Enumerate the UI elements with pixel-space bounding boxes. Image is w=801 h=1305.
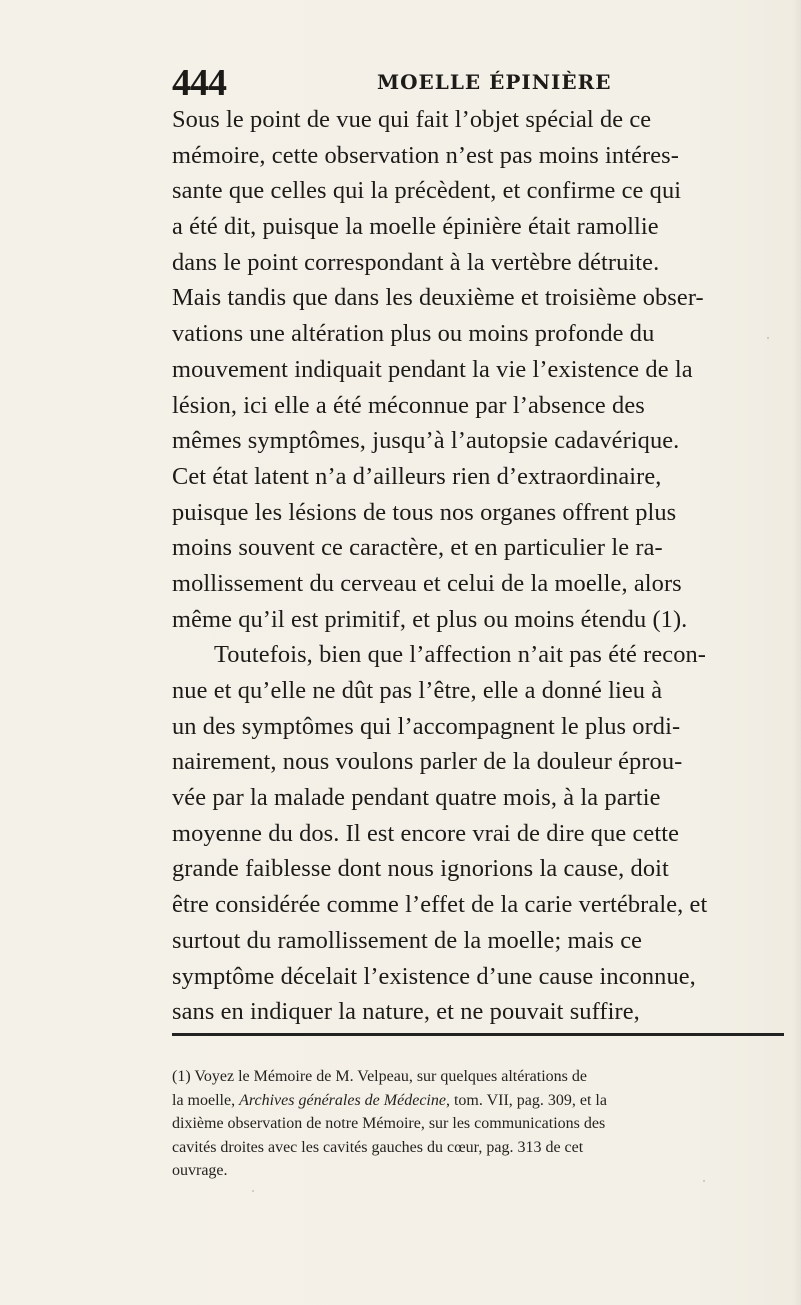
page-edge-shade	[793, 0, 801, 1305]
text-line: moins souvent ce caractère, et en particulier le ra-	[172, 534, 663, 562]
footnote-line: dixième observation de notre Mémoire, sur les communications des	[172, 1115, 606, 1133]
footnote-text: , tom. VII, pag. 309, et la	[445, 1091, 607, 1109]
footnote-text: la moelle,	[172, 1091, 240, 1109]
footnote	[172, 1065, 782, 1183]
footnote-line: ouvrage.	[172, 1162, 228, 1180]
text-line: grande faiblesse dont nous ignorions la cause, doit	[172, 855, 669, 883]
text-line: sans en indiquer la nature, et ne pouvait suffire,	[172, 998, 640, 1026]
text-line: Mais tandis que dans les deuxième et troisième obser-	[172, 284, 704, 312]
text-line: même qu’il est primitif, et plus ou moins étendu (1).	[172, 605, 688, 633]
text-line: être considérée comme l’effet de la carie vertébrale, et	[172, 891, 708, 919]
text-line: mêmes symptômes, jusqu’à l’autopsie cadavérique.	[172, 427, 680, 455]
text-line: nue et qu’elle ne dût pas l’être, elle a donné lieu à	[172, 677, 663, 704]
text-line: dans le point correspondant à la vertèbre détruite.	[172, 248, 660, 276]
journal-title: Archives générales de Médecine	[239, 1091, 446, 1109]
page-number: 444	[172, 62, 226, 104]
text-line: surtout du ramollissement de la moelle; mais ce	[172, 926, 643, 954]
main-text	[172, 102, 772, 1030]
text-line: sante que celles qui la précèdent, et confirme ce qui	[172, 177, 682, 205]
text-line: mémoire, cette observation n’est pas moins intéres-	[172, 141, 679, 169]
text-line: mollissement du cerveau et celui de la moelle, alors	[172, 569, 682, 597]
text-line: Toutefois, bien que l’affection n’ait pas été recon-	[214, 641, 707, 669]
paper-speck	[703, 1180, 705, 1182]
text-line: vée par la malade pendant quatre mois, à la partie	[172, 784, 661, 812]
text-line: mouvement indiquait pendant la vie l’existence de la	[172, 355, 693, 383]
text-line: vations une altération plus ou moins profonde du	[172, 320, 655, 348]
text-line: moyenne du dos. Il est encore vrai de dire que cette	[172, 819, 680, 847]
paper-speck	[767, 337, 769, 339]
footnote-line: (1) Voyez le Mémoire de M. Velpeau, sur quelques altérations de	[172, 1068, 587, 1085]
footnote-line	[172, 1089, 782, 1113]
running-head: MOELLE ÉPINIÈRE	[377, 70, 612, 94]
text-line: puisque les lésions de tous nos organes offrent plus	[172, 498, 677, 526]
paper-speck	[252, 1190, 254, 1192]
text-line: Cet état latent n’a d’ailleurs rien d’extraordinaire,	[172, 462, 662, 490]
footnote-separator	[172, 1033, 784, 1036]
text-line: symptôme décelait l’existence d’une cause inconnue,	[172, 962, 696, 990]
text-line: un des symptômes qui l’accompagnent le plus ordi-	[172, 712, 681, 740]
text-line: a été dit, puisque la moelle épinière était ramollie	[172, 213, 659, 241]
text-line: nairement, nous voulons parler de la douleur éprou-	[172, 748, 683, 776]
footnote-line: cavités droites avec les cavités gauches du cœur, pag. 313 de cet	[172, 1138, 584, 1156]
text-line: lésion, ici elle a été méconnue par l’absence des	[172, 391, 645, 419]
text-line: Sous le point de vue qui fait l’objet spécial de ce	[172, 106, 652, 133]
